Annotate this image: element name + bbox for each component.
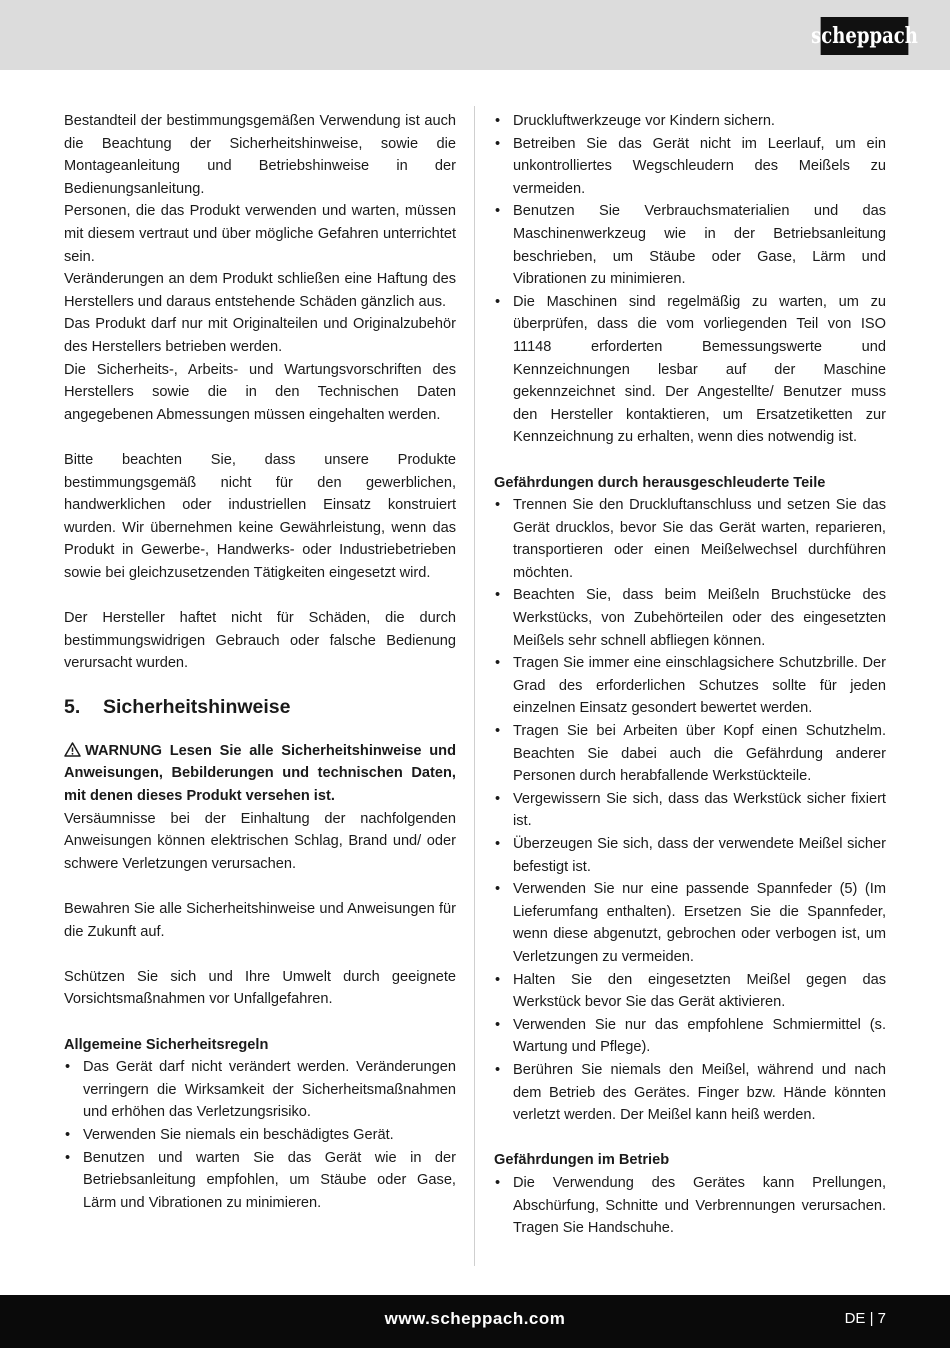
warning-text: WARNUNG Lesen Sie alle Sicherheitshinweise und Anweisungen, Bebilderungen und technischen Daten, mit denen dieses Produkt versehen ist.: [64, 742, 456, 805]
intro-paragraph: Das Produkt darf nur mit Originalteilen und Originalzubehör des Herstellers betrieben werden.: [64, 316, 456, 355]
projectile-hazards-list: [494, 494, 886, 1127]
footer-url: www.scheppach.com: [384, 1309, 566, 1328]
keep-instructions: Bewahren Sie alle Sicherheitshinweise und Anweisungen für die Zukunft auf.: [64, 901, 456, 940]
footer-bar: [0, 1295, 950, 1348]
list-item: • Überzeugen Sie sich, dass der verwendete Meißel sicher befestigt ist.: [494, 833, 886, 878]
operation-hazards-list: [494, 1172, 886, 1240]
general-safety-list-continued: [494, 110, 886, 449]
list-item: • Druckluftwerkzeuge vor Kindern sichern.: [494, 110, 886, 133]
list-item: • Berühren Sie niemals den Meißel, während und nach dem Betrieb des Gerätes. Finger bzw. Hände könnten verletzt werden. Der Meißel kann heiß werden.: [494, 1059, 886, 1127]
operation-hazards-heading: Gefährdungen im Betrieb: [494, 1152, 670, 1169]
list-item: • Verwenden Sie niemals ein beschädigtes Gerät.: [64, 1124, 456, 1147]
projectile-hazards-heading: Gefährdungen durch herausgeschleuderte Teile: [494, 474, 826, 491]
intro-paragraph: Veränderungen an dem Produkt schließen eine Haftung des Herstellers und daraus entstehende Schäden gänzlich aus.: [64, 271, 456, 310]
brand-logo: scheppach: [821, 17, 909, 55]
warning-triangle-icon: [64, 742, 81, 757]
list-item: • Verwenden Sie nur das empfohlene Schmiermittel (s. Wartung und Pflege).: [494, 1014, 886, 1059]
left-column: [64, 110, 456, 1214]
list-item: • Halten Sie den eingesetzten Meißel gegen das Werkstück bevor Sie das Gerät aktivieren.: [494, 969, 886, 1014]
list-item: • Trennen Sie den Druckluftanschluss und setzen Sie das Gerät drucklos, bevor Sie das Gerät warten, reparieren, transportieren oder einen Meißelwechsel durchführen möchten.: [494, 494, 886, 584]
list-item: • Die Maschinen sind regelmäßig zu warten, um zu überprüfen, dass die vom vorliegenden Teil von ISO 11148 erforderten Bemessungswerte und Kennzeichnungen lesbar auf der Maschine gekennzeichnet sind. Der Angestellte/ Benutzer muss den Hersteller kontaktieren, um Ersatzetiketten zur Kennzeichnung zu erhalten, wenn dies notwendig ist.: [494, 291, 886, 449]
notice-paragraph: Bitte beachten Sie, dass unsere Produkte bestimmungsgemäß nicht für den gewerblichen, handwerklichen oder industriellen Einsatz konstruiert wurden. Wir übernehmen keine Gewährleistung, wenn das Produkt in Gewerbe-, Handwerks- oder Industriebetrieben sowie bei gleichzusetzenden Tätigkeiten eingesetzt wird.: [64, 451, 456, 581]
list-item: • Die Verwendung des Gerätes kann Prellungen, Abschürfung, Schnitte und Verbrennungen verursachen. Tragen Sie Handschuhe.: [494, 1172, 886, 1240]
liability-paragraph: Der Hersteller haftet nicht für Schäden, die durch bestimmungswidrigen Gebrauch oder falsche Bedienung verursacht wurden.: [64, 610, 456, 672]
warning-detail: Versäumnisse bei der Einhaltung der nachfolgenden Anweisungen können elektrischen Schlag, Brand und/ oder schwere Verletzungen verursachen.: [64, 810, 456, 872]
intro-paragraph: Die Sicherheits-, Arbeits- und Wartungsvorschriften des Herstellers sowie die in den Technischen Daten angegebenen Abmessungen müssen eingehalten werden.: [64, 361, 456, 423]
list-item: • Tragen Sie immer eine einschlagsichere Schutzbrille. Der Grad des erforderlichen Schutzes sollte für jeden einzelnen Einsatz gesondert bewertet werden.: [494, 652, 886, 720]
protect-paragraph: Schützen Sie sich und Ihre Umwelt durch geeignete Vorsichtsmaßnahmen vor Unfallgefahren.: [64, 968, 456, 1008]
list-item: • Tragen Sie bei Arbeiten über Kopf einen Schutzhelm. Beachten Sie dabei auch die Gefährdung anderer Personen durch herabfallende Werkstückteile.: [494, 720, 886, 788]
right-column: [494, 110, 886, 1240]
intro-paragraph: Bestandteil der bestimmungsgemäßen Verwendung ist auch die Beachtung der Sicherheitshinweise, sowie die Montageanleitung und Betriebshinweise in der Bedienungsanleitung.: [64, 113, 456, 197]
general-safety-heading: Allgemeine Sicherheitsregeln: [64, 1036, 269, 1053]
list-item: • Beachten Sie, dass beim Meißeln Bruchstücke des Werkstücks, von Zubehörteilen oder des eingesetzten Meißels sehr schnell abfliegen können.: [494, 584, 886, 652]
list-item: • Das Gerät darf nicht verändert werden. Veränderungen verringern die Wirksamkeit der Sicherheitsmaßnahmen und erhöhen das Verletzungsrisiko.: [64, 1056, 456, 1124]
list-item: • Verwenden Sie nur eine passende Spannfeder (5) (Im Lieferumfang enthalten). Ersetzen Sie die Spannfeder, wenn diese abgenutzt, gebrochen oder verbogen ist, um Verletzungen zu vermeiden.: [494, 878, 886, 968]
header-bar: [0, 0, 950, 70]
page-number: DE | 7: [844, 1310, 886, 1327]
column-divider: [474, 106, 475, 1266]
section-title: Sicherheitshinweise: [103, 695, 291, 718]
list-item: • Vergewissern Sie sich, dass das Werkstück sicher fixiert ist.: [494, 788, 886, 833]
list-item: • Benutzen Sie Verbrauchsmaterialien und das Maschinenwerkzeug wie in der Betriebsanleitung beschrieben, um Stäube oder Gase, Lärm und Vibrationen zu minimieren.: [494, 200, 886, 290]
warning-paragraph: [64, 740, 456, 808]
general-safety-list: [64, 1056, 456, 1214]
list-item: • Benutzen und warten Sie das Gerät wie in der Betriebsanleitung empfohlen, um Stäube oder Gase, Lärm und Vibrationen zu minimieren.: [64, 1147, 456, 1215]
section-number: 5.: [64, 695, 81, 718]
intro-paragraph: Personen, die das Produkt verwenden und warten, müssen mit diesem vertraut und über mögliche Gefahren unterrichtet sein.: [64, 203, 456, 265]
section-heading: [64, 695, 456, 719]
list-item: • Betreiben Sie das Gerät nicht im Leerlauf, um ein unkontrolliertes Wegschleudern des Meißels zu vermeiden.: [494, 133, 886, 201]
